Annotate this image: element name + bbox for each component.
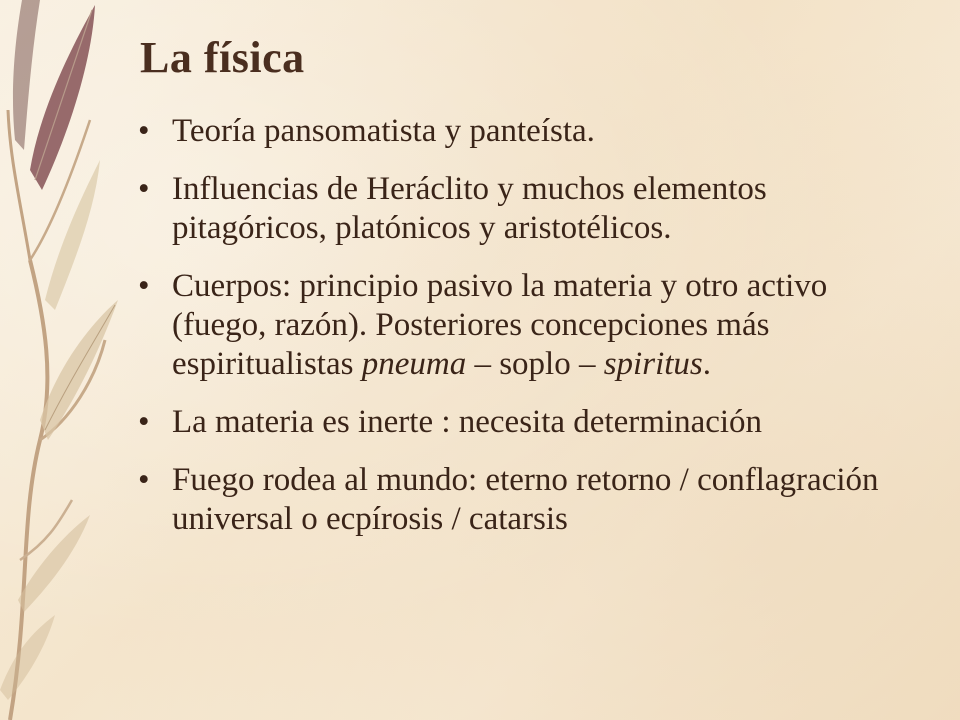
bullet-text-part: Cuerpos: principio pasivo la materia y otro activo (fuego, razón). Posteriores concepciones más espiritualistas xyxy=(172,268,828,382)
bullet-marker: • xyxy=(138,171,150,207)
bullet-marker: • xyxy=(138,113,150,149)
bullet-text: Influencias de Heráclito y muchos elementos pitagóricos, platónicos y aristotélicos. xyxy=(172,171,767,246)
slide-title: La física xyxy=(140,33,305,82)
bullet-item xyxy=(128,170,928,248)
bullet-text-italic-pneuma: pneuma xyxy=(361,346,467,382)
bullet-marker: • xyxy=(138,462,150,498)
dried-leaf-branch-decoration xyxy=(0,0,130,720)
bullet-text-italic-spiritus: spiritus xyxy=(603,346,703,382)
bullet-text: Teoría pansomatista y panteísta. xyxy=(172,113,595,149)
bullet-text: La materia es inerte : necesita determinación xyxy=(172,404,763,440)
bullet-item xyxy=(128,461,928,539)
bullet-text: Fuego rodea al mundo: eterno retorno / conflagración universal o ecpírosis / catarsis xyxy=(172,462,879,537)
bullet-list xyxy=(128,112,928,558)
bullet-item xyxy=(128,112,928,151)
bullet-text-part: – soplo – xyxy=(466,346,604,382)
bullet-item xyxy=(128,403,928,442)
bullet-marker: • xyxy=(138,268,150,304)
bullet-marker: • xyxy=(138,404,150,440)
bullet-text-part: . xyxy=(702,346,712,382)
bullet-item xyxy=(128,267,928,384)
